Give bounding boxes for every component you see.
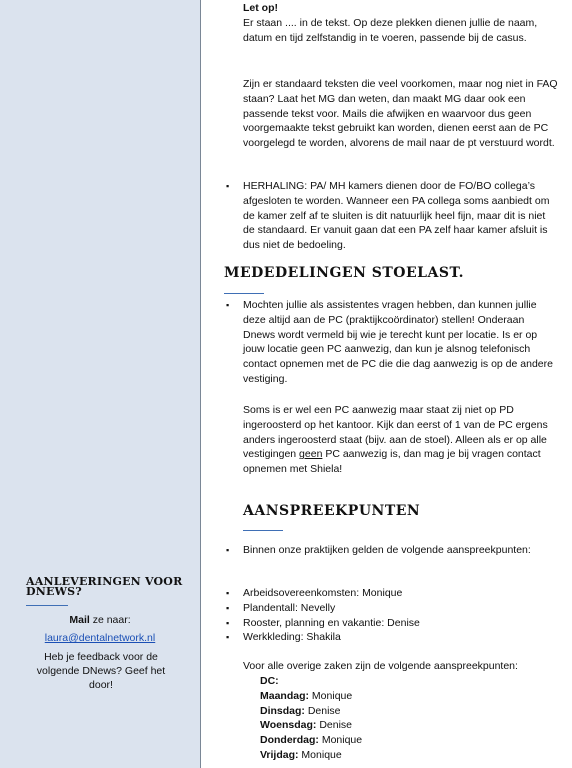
day-label: Dinsdag:	[260, 705, 305, 717]
aanspreekpunten-intro: ▪ Binnen onze praktijken gelden de volgende aanspreekpunten:	[243, 543, 558, 558]
sidebar	[0, 0, 201, 768]
sidebar-title: AANLEVERINGEN VOOR DNEWS?	[26, 575, 183, 598]
day-row	[260, 748, 572, 763]
heading-divider	[224, 293, 264, 294]
heading-divider	[243, 530, 283, 531]
heading-mededelingen: MEDEDELINGEN STOELAST.	[224, 265, 464, 281]
sidebar-divider	[26, 605, 68, 606]
day-label: Vrijdag:	[260, 749, 299, 761]
day-label: Donderdag:	[260, 734, 319, 746]
day-row	[260, 718, 572, 733]
dc-label: DC:	[260, 675, 279, 687]
day-row	[260, 704, 572, 719]
day-row	[260, 733, 572, 748]
email-link[interactable]: laura@dentalnetwork.nl	[44, 632, 156, 644]
day-row	[260, 689, 572, 704]
feedback-text: Heb je feedback voor de volgende DNews? Geef het door!	[36, 651, 166, 691]
day-contact: Denise	[304, 705, 341, 717]
list-item: ▪ Rooster, planning en vakantie: Denise	[243, 616, 558, 631]
day-label: Maandag:	[260, 690, 310, 702]
day-label: Woensdag:	[260, 719, 317, 731]
day-contact: Monique	[318, 734, 363, 746]
list-item: ▪ Werkkleding: Shakila	[243, 630, 558, 645]
main-content	[200, 0, 572, 768]
list-item: ▪ Plandentall: Nevelly	[243, 601, 558, 616]
text-part: Soms is er wel een PC aanwezig maar staat zij niet op PD ingeroosterd op het kantoor. Kijk dan eerst of 1 van de PC ergens anders ingeroosterd staat (bijv. aan de stoel). Alleen als er op alle vestigingen	[243, 404, 548, 461]
herhaling-item: ▪ HERHALING: PA/ MH kamers dienen door de FO/BO collega’s afgesloten te worden. Wanneer een PA collega soms aanbiedt om de kamer zelf af te sluiten is dit natuurlijk heel fijn, maar dit is niet de standaard. Er vanuit gaan dat een PA zelf haar kamer afsluit is dus niet de bedoeling.	[243, 179, 558, 253]
mail-suffix: ze naar:	[89, 614, 131, 626]
text-part: PC aanwezig is, dan mag je bij vragen contact opnemen met Shiela!	[243, 448, 541, 476]
day-contact: Monique	[309, 690, 353, 702]
note-title: Let op!	[243, 2, 278, 14]
overig-text: Voor alle overige zaken zijn de volgende aanspreekpunten:	[243, 660, 518, 672]
day-contact: Denise	[316, 719, 353, 731]
sidebar-mail-line	[0, 614, 200, 626]
mededelingen-paragraph-2	[243, 403, 558, 477]
mail-label: Mail	[69, 614, 90, 626]
day-contact: Monique	[298, 749, 342, 761]
mededelingen-paragraph-1: ▪ Mochten jullie als assistentes vragen hebben, dan kunnen jullie deze altijd aan de PC (praktijkcoördinator) stellen! Onderaan Dnews wordt vermeld bij wie je terecht kunt per locatie. Is er op jouw locatie geen PC aanwezig, dan kun je alsnog telefonisch contact opnemen met de PC die die dag aanwezig is op de andere vestiging.	[243, 298, 558, 387]
note-paragraph-1: Er staan .... in de tekst. Op deze plekken dienen jullie de naam, datum en tijd zelfstandig in te voeren, passende bij de casus.	[243, 17, 538, 44]
underlined-word: geen	[299, 448, 323, 461]
note-paragraph-2: Zijn er standaard teksten die veel voorkomen, maar nog niet in FAQ staan? Laat het MG dan weten, dan maakt MG daar ook een passende tekst voor. Mails die afwijken en waarvoor dus geen voorgemaakte tekst gebruikt kan worden, dienen eerst aan de PC voorgelegd te worden, alvorens de mail naar de pt verstuurd wordt.	[243, 78, 558, 150]
list-item: ▪ Arbeidsovereenkomsten: Monique	[243, 586, 558, 601]
heading-aanspreekpunten: AANSPREEKPUNTEN	[243, 503, 421, 519]
